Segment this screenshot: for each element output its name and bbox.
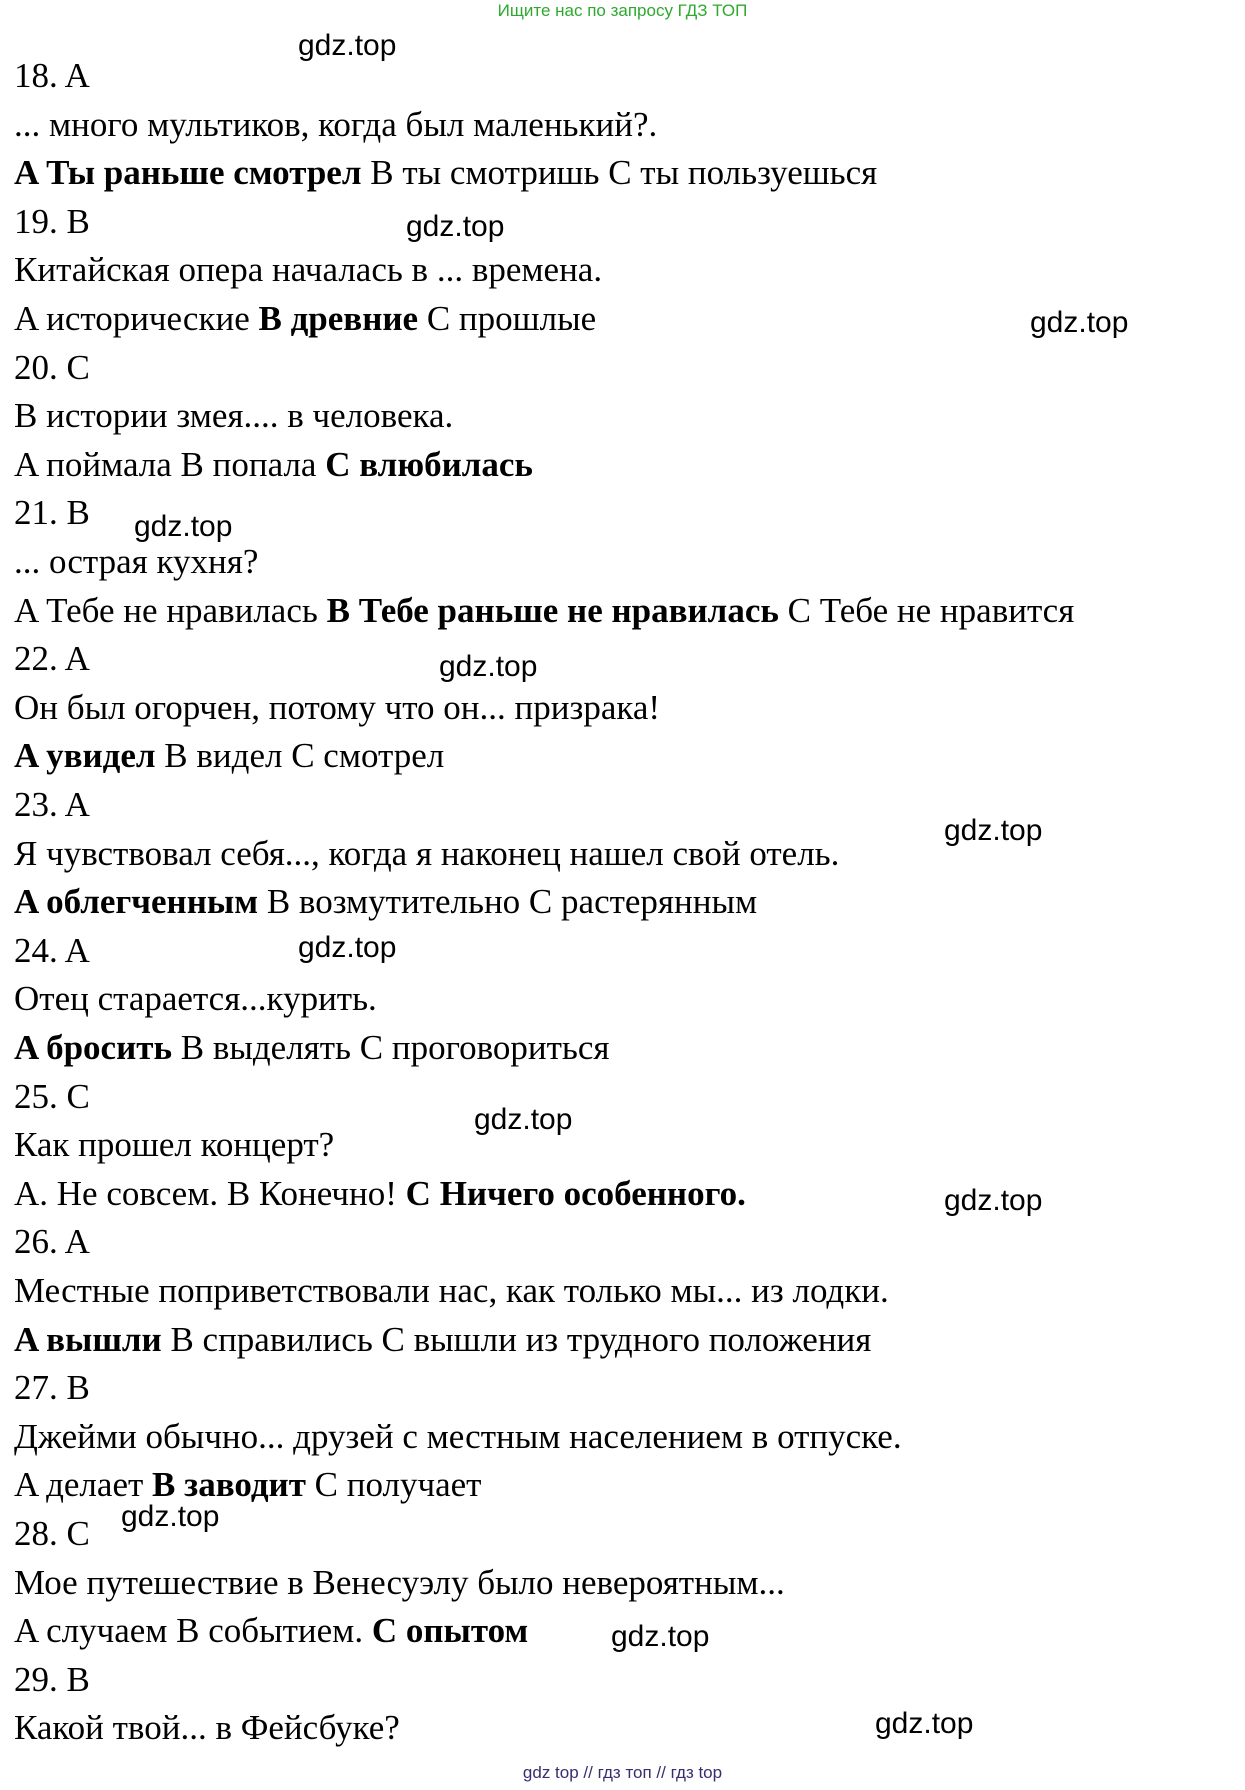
item-number: 22. A (14, 639, 90, 678)
watermark: gdz.top (298, 931, 397, 964)
question-text: Какой твой... в Фейсбуке? (14, 1708, 400, 1747)
question-text: Мое путешествие в Венесуэлу было невероятным... (14, 1563, 785, 1602)
question-text: Как прошел концерт? (14, 1125, 335, 1164)
item-number: 25. C (14, 1077, 90, 1116)
watermark: gdz.top (611, 1620, 710, 1653)
item-number: 28. C (14, 1514, 90, 1553)
question-text: Китайская опера началась в ... времена. (14, 250, 603, 289)
watermark: gdz.top (944, 814, 1043, 847)
question-text: Местные поприветствовали нас, как только мы... из лодки. (14, 1271, 889, 1310)
watermark: gdz.top (406, 210, 505, 243)
options-line (14, 591, 1074, 631)
correct-option: B древние (258, 299, 419, 338)
watermark: gdz.top (474, 1103, 573, 1136)
option-text: B ты смотришь C ты пользуешься (361, 153, 878, 192)
question-text: Отец старается...курить. (14, 979, 377, 1018)
question-text: Джейми обычно... друзей с местным населением в отпуске. (14, 1417, 902, 1456)
item-number: 26. A (14, 1222, 90, 1261)
correct-option: A Ты раньше смотрел (14, 153, 362, 192)
correct-option: C Ничего особенного. (405, 1174, 746, 1213)
options-line (14, 1028, 610, 1068)
correct-option: B заводит (152, 1465, 306, 1504)
options-line (14, 1320, 871, 1360)
options-line (14, 1174, 746, 1214)
watermark: gdz.top (439, 650, 538, 683)
correct-option: A бросить (14, 1028, 172, 1067)
footer-links[interactable]: gdz top // гдз топ // гдз top (522, 1763, 723, 1782)
options-line (14, 882, 757, 922)
watermark: gdz.top (134, 510, 233, 543)
item-number: 27. B (14, 1368, 90, 1407)
correct-option: A увидел (14, 736, 156, 775)
correct-option: A вышли (14, 1320, 162, 1359)
option-text: B выделять C проговориться (171, 1028, 610, 1067)
item-number: 18. A (14, 56, 90, 95)
options-line (14, 445, 533, 485)
item-number: 29. B (14, 1660, 90, 1699)
question-text: ... острая кухня? (14, 542, 259, 581)
options-line (14, 736, 444, 776)
correct-option: C опытом (371, 1611, 529, 1650)
watermark: gdz.top (944, 1184, 1043, 1217)
option-text: C Тебе не нравится (778, 591, 1075, 630)
options-line (14, 299, 596, 339)
question-text: ... много мультиков, когда был маленький?. (14, 105, 658, 144)
option-text: A. Не совсем. B Конечно! (14, 1174, 406, 1213)
item-number: 20. C (14, 348, 90, 387)
option-text: C прошлые (418, 299, 597, 338)
options-line (14, 153, 877, 193)
watermark: gdz.top (1030, 306, 1129, 339)
option-text: B справились C вышли из трудного положения (161, 1320, 872, 1359)
watermark: gdz.top (875, 1707, 974, 1740)
top-banner[interactable]: Ищите нас по запросу ГДЗ ТОП (497, 1, 748, 20)
correct-option: B Тебе раньше не нравилась (326, 591, 779, 630)
options-line (14, 1465, 481, 1505)
option-text: A исторические (14, 299, 259, 338)
question-text: В истории змея.... в человека. (14, 396, 454, 435)
option-text: A случаем B событием. (14, 1611, 372, 1650)
item-number: 23. A (14, 785, 90, 824)
item-number: 19. B (14, 202, 90, 241)
item-number: 24. A (14, 931, 90, 970)
correct-option: C влюбилась (325, 445, 533, 484)
option-text: B видел C смотрел (155, 736, 445, 775)
question-text: Я чувствовал себя..., когда я наконец нашел свой отель. (14, 834, 840, 873)
question-text: Он был огорчен, потому что он... призрака! (14, 688, 661, 727)
item-number: 21. B (14, 493, 90, 532)
correct-option: A облегченным (14, 882, 259, 921)
option-text: C получает (305, 1465, 482, 1504)
option-text: B возмутительно C растерянным (258, 882, 758, 921)
watermark: gdz.top (298, 29, 397, 62)
watermark: gdz.top (121, 1500, 220, 1533)
option-text: A Тебе не нравилась (14, 591, 327, 630)
option-text: A делает (14, 1465, 153, 1504)
option-text: A поймала B попала (14, 445, 326, 484)
options-line (14, 1611, 528, 1651)
